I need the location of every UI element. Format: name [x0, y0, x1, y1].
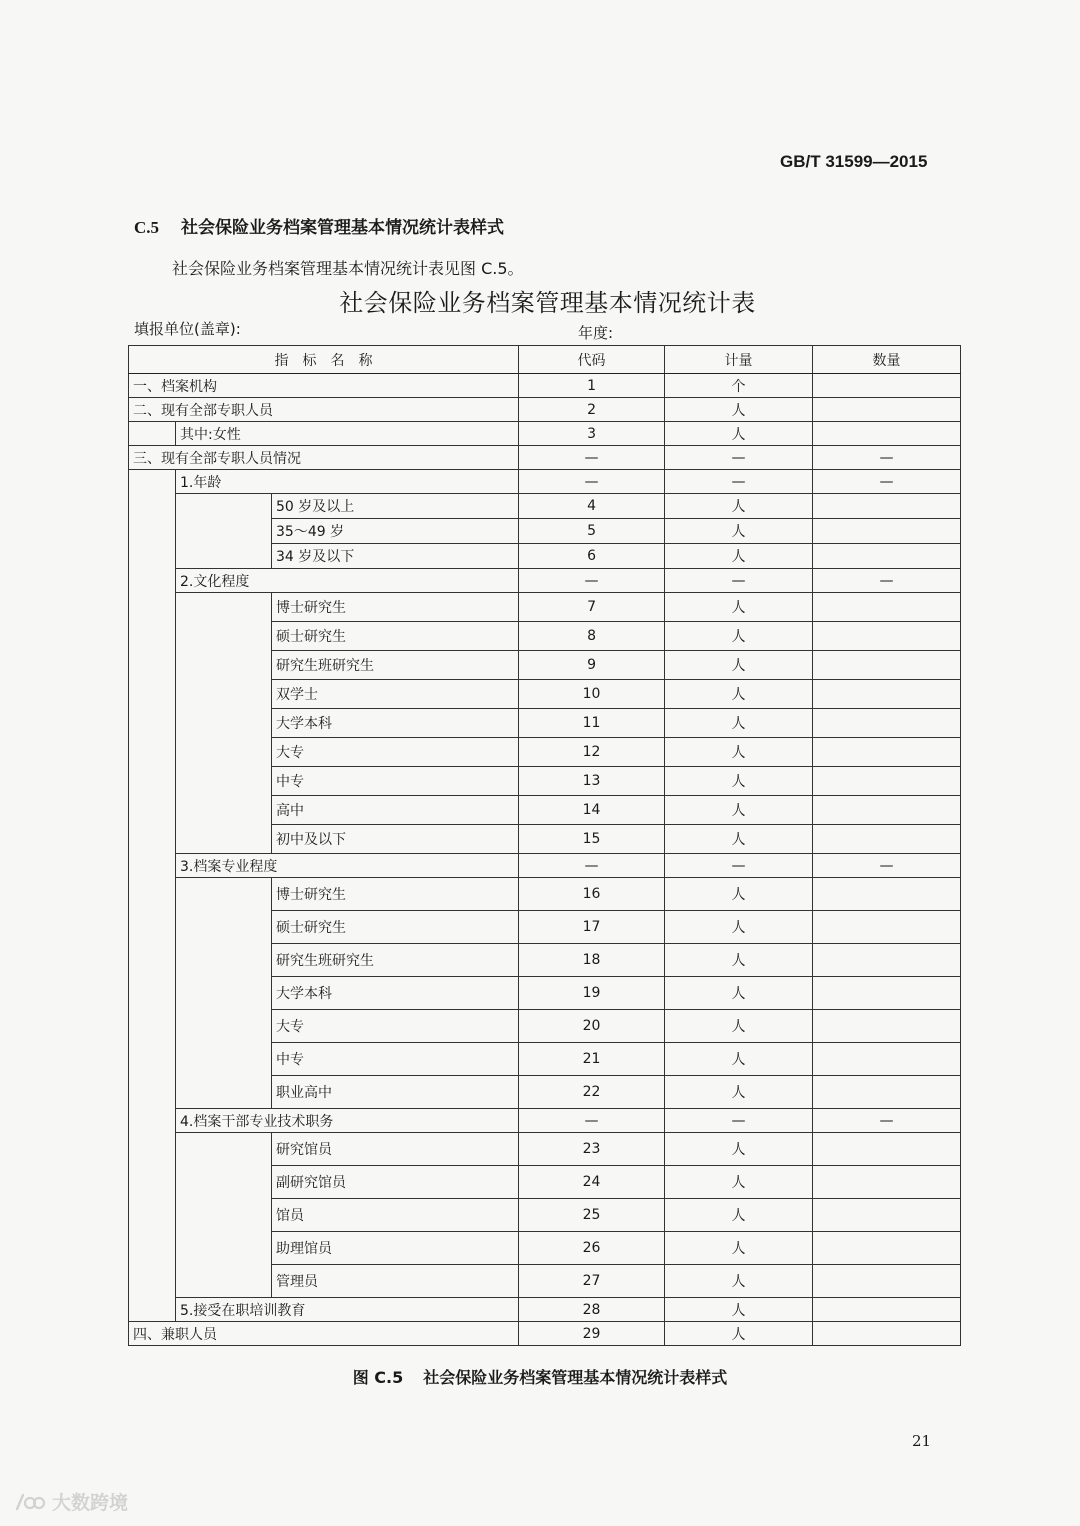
row-quantity: [813, 1133, 961, 1166]
row-unit: 人: [665, 1166, 813, 1199]
row-code: 15: [519, 825, 665, 854]
row-unit: 人: [665, 1043, 813, 1076]
row-quantity: [813, 651, 961, 680]
row-label: 大学本科: [272, 977, 519, 1010]
row-unit: —: [665, 569, 813, 593]
row-unit: —: [665, 854, 813, 878]
row-label: 50 岁及以上: [272, 494, 519, 519]
row-label: 博士研究生: [272, 593, 519, 622]
table-row: [129, 494, 961, 519]
row-unit: 人: [665, 1232, 813, 1265]
row-unit: 人: [665, 398, 813, 422]
row-unit: 个: [665, 374, 813, 398]
row-unit: —: [665, 470, 813, 494]
row-code: —: [519, 470, 665, 494]
table-row: [129, 470, 961, 494]
row-unit: 人: [665, 1133, 813, 1166]
row-unit: 人: [665, 494, 813, 519]
row-code: 25: [519, 1199, 665, 1232]
row-code: 21: [519, 1043, 665, 1076]
row-quantity: [813, 519, 961, 544]
row-label: 二、现有全部专职人员: [129, 398, 519, 422]
row-label: 大学本科: [272, 709, 519, 738]
watermark-logo-icon: [14, 1491, 46, 1513]
row-quantity: [813, 593, 961, 622]
row-code: 29: [519, 1322, 665, 1346]
row-unit: 人: [665, 622, 813, 651]
row-unit: 人: [665, 911, 813, 944]
row-label: 4.档案干部专业技术职务: [176, 1109, 519, 1133]
row-label: 中专: [272, 767, 519, 796]
row-unit: 人: [665, 422, 813, 446]
row-code: 28: [519, 1298, 665, 1322]
row-unit: 人: [665, 977, 813, 1010]
row-quantity: [813, 796, 961, 825]
section-title: 社会保险业务档案管理基本情况统计表样式: [181, 218, 505, 238]
row-label: 3.档案专业程度: [176, 854, 519, 878]
row-quantity: [813, 1298, 961, 1322]
row-label: 副研究馆员: [272, 1166, 519, 1199]
row-label: 1.年龄: [176, 470, 519, 494]
header-quantity: 数量: [813, 346, 961, 374]
row-unit: —: [665, 446, 813, 470]
row-unit: 人: [665, 544, 813, 569]
table-title: 社会保险业务档案管理基本情况统计表: [339, 289, 756, 317]
table-row: [129, 1133, 961, 1166]
table-row: [129, 1109, 961, 1133]
row-code: 3: [519, 422, 665, 446]
row-quantity: [813, 1199, 961, 1232]
row-code: 14: [519, 796, 665, 825]
row-unit: 人: [665, 878, 813, 911]
row-quantity: [813, 738, 961, 767]
row-code: 23: [519, 1133, 665, 1166]
row-unit: 人: [665, 651, 813, 680]
row-quantity: [813, 1265, 961, 1298]
row-label: 2.文化程度: [176, 569, 519, 593]
fill-unit-label: 填报单位(盖章):: [134, 320, 241, 338]
row-label: 35～49 岁: [272, 519, 519, 544]
row-code: 11: [519, 709, 665, 738]
row-quantity: [813, 944, 961, 977]
row-label: 助理馆员: [272, 1232, 519, 1265]
figure-number: 图 C.5: [352, 1368, 404, 1387]
row-code: 7: [519, 593, 665, 622]
indent-cell: [176, 1133, 272, 1298]
row-quantity: [813, 977, 961, 1010]
table-row: [129, 1298, 961, 1322]
row-quantity: [813, 1043, 961, 1076]
row-code: 20: [519, 1010, 665, 1043]
row-quantity: [813, 544, 961, 569]
row-quantity: —: [813, 854, 961, 878]
row-quantity: —: [813, 470, 961, 494]
row-code: 27: [519, 1265, 665, 1298]
row-label: 初中及以下: [272, 825, 519, 854]
row-label: 34 岁及以下: [272, 544, 519, 569]
indent-cell: [176, 494, 272, 569]
row-unit: 人: [665, 1010, 813, 1043]
table-row: [129, 1322, 961, 1346]
table-row: [129, 878, 961, 911]
row-unit: 人: [665, 1076, 813, 1109]
row-quantity: [813, 1322, 961, 1346]
row-label: 硕士研究生: [272, 622, 519, 651]
row-label: 研究生班研究生: [272, 651, 519, 680]
row-code: 1: [519, 374, 665, 398]
row-quantity: [813, 911, 961, 944]
row-quantity: [813, 374, 961, 398]
table-header-row: [129, 346, 961, 374]
row-quantity: [813, 767, 961, 796]
indent-cell: [176, 878, 272, 1109]
header-code: 代码: [519, 346, 665, 374]
table-row: [129, 593, 961, 622]
row-quantity: [813, 709, 961, 738]
table-row: [129, 398, 961, 422]
row-label: 中专: [272, 1043, 519, 1076]
section-number: C.5: [134, 218, 160, 237]
table-row: [129, 446, 961, 470]
row-label: 四、兼职人员: [129, 1322, 519, 1346]
row-code: 9: [519, 651, 665, 680]
row-label: 管理员: [272, 1265, 519, 1298]
row-label: 博士研究生: [272, 878, 519, 911]
row-unit: 人: [665, 825, 813, 854]
row-quantity: —: [813, 569, 961, 593]
statistics-table: [128, 345, 961, 1346]
row-unit: 人: [665, 1298, 813, 1322]
intro-text: 社会保险业务档案管理基本情况统计表见图 C.5。: [172, 259, 524, 278]
row-unit: 人: [665, 1265, 813, 1298]
row-label: 大专: [272, 738, 519, 767]
row-code: 4: [519, 494, 665, 519]
row-code: —: [519, 446, 665, 470]
table-row: [129, 854, 961, 878]
table-row: [129, 569, 961, 593]
row-quantity: [813, 1076, 961, 1109]
row-unit: 人: [665, 796, 813, 825]
row-label: 馆员: [272, 1199, 519, 1232]
watermark-text: 大数跨境: [52, 1492, 129, 1514]
row-code: 24: [519, 1166, 665, 1199]
row-quantity: [813, 398, 961, 422]
row-label: 高中: [272, 796, 519, 825]
year-label: 年度:: [578, 324, 614, 342]
row-unit: 人: [665, 1199, 813, 1232]
row-unit: 人: [665, 680, 813, 709]
header-unit: 计量: [665, 346, 813, 374]
row-code: —: [519, 1109, 665, 1133]
row-quantity: —: [813, 446, 961, 470]
row-quantity: [813, 1010, 961, 1043]
row-code: 5: [519, 519, 665, 544]
row-unit: 人: [665, 519, 813, 544]
watermark: [14, 1488, 128, 1515]
row-unit: 人: [665, 1322, 813, 1346]
row-label: 大专: [272, 1010, 519, 1043]
row-code: —: [519, 854, 665, 878]
row-label: 双学士: [272, 680, 519, 709]
row-code: 19: [519, 977, 665, 1010]
row-label: 一、档案机构: [129, 374, 519, 398]
table-row: [129, 422, 961, 446]
row-quantity: —: [813, 1109, 961, 1133]
row-code: 2: [519, 398, 665, 422]
indent-cell: [129, 422, 176, 446]
row-quantity: [813, 494, 961, 519]
row-code: —: [519, 569, 665, 593]
indent-cell: [129, 470, 176, 1322]
row-label: 其中:女性: [176, 422, 519, 446]
row-code: 12: [519, 738, 665, 767]
row-quantity: [813, 825, 961, 854]
row-unit: 人: [665, 709, 813, 738]
figure-title: 社会保险业务档案管理基本情况统计表样式: [423, 1368, 728, 1387]
row-label: 研究生班研究生: [272, 944, 519, 977]
row-code: 22: [519, 1076, 665, 1109]
row-unit: —: [665, 1109, 813, 1133]
row-code: 6: [519, 544, 665, 569]
row-code: 17: [519, 911, 665, 944]
page-number: 21: [912, 1432, 932, 1450]
row-unit: 人: [665, 593, 813, 622]
section-heading: [134, 213, 504, 238]
indent-cell: [176, 593, 272, 854]
row-quantity: [813, 878, 961, 911]
row-unit: 人: [665, 767, 813, 796]
row-code: 13: [519, 767, 665, 796]
header-indicator: 指 标 名 称: [129, 346, 519, 374]
row-label: 研究馆员: [272, 1133, 519, 1166]
row-code: 8: [519, 622, 665, 651]
row-label: 三、现有全部专职人员情况: [129, 446, 519, 470]
row-unit: 人: [665, 738, 813, 767]
figure-caption: [0, 1365, 1080, 1388]
table-row: [129, 374, 961, 398]
row-code: 26: [519, 1232, 665, 1265]
row-quantity: [813, 680, 961, 709]
row-code: 10: [519, 680, 665, 709]
row-quantity: [813, 1166, 961, 1199]
row-unit: 人: [665, 944, 813, 977]
row-code: 16: [519, 878, 665, 911]
row-code: 18: [519, 944, 665, 977]
row-label: 5.接受在职培训教育: [176, 1298, 519, 1322]
row-label: 硕士研究生: [272, 911, 519, 944]
row-quantity: [813, 1232, 961, 1265]
row-label: 职业高中: [272, 1076, 519, 1109]
standard-number: GB/T 31599—2015: [780, 152, 928, 171]
row-quantity: [813, 422, 961, 446]
row-quantity: [813, 622, 961, 651]
